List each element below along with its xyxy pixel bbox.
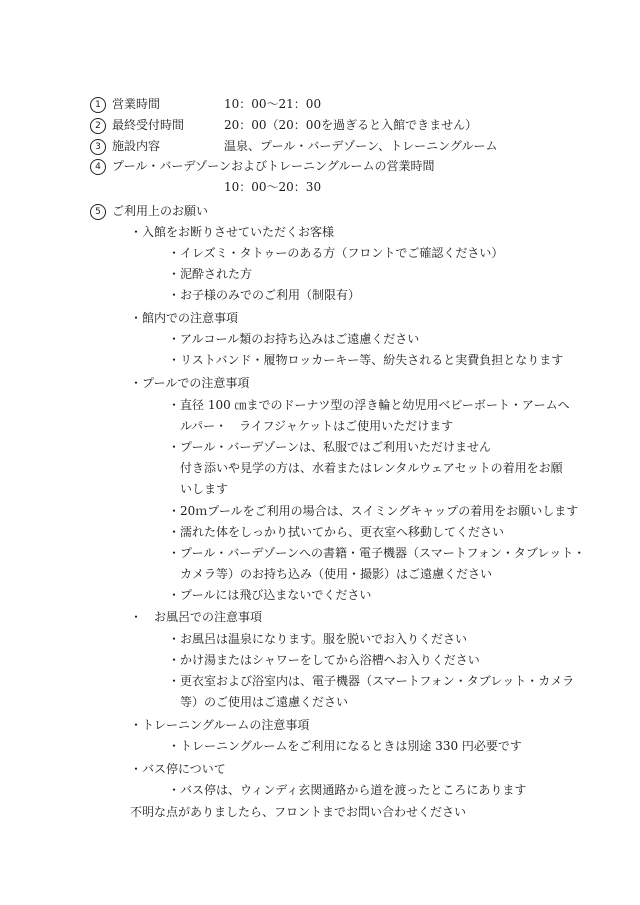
item-number: 5 xyxy=(90,204,106,220)
list-item: ・泥酔された方 xyxy=(168,267,253,281)
list-item: ・お風呂は温泉になります。服を脱いでお入りください xyxy=(168,632,468,646)
item-number: 2 xyxy=(90,118,106,134)
item-label: 施設内容 xyxy=(112,139,161,153)
list-item-continued: カメラ等）のお持ち込み（使用・撮影）はご遠慮ください xyxy=(180,567,493,581)
list-item: ・プールには飛び込まないでください xyxy=(168,588,372,602)
closing-note: 不明な点がありましたら、フロントまでお問い合わせください xyxy=(130,805,467,819)
list-item-continued: いします xyxy=(180,482,229,496)
list-item: ・トレーニングルームをご利用になるときは別途 330 円必要です xyxy=(168,739,522,753)
list-item: ・更衣室および浴室内は、電子機器（スマートフォン・タブレット・カメラ xyxy=(168,674,575,688)
section-heading: ・館内での注意事項 xyxy=(130,311,239,325)
section-heading: ・バス停について xyxy=(130,762,226,776)
list-item: ・アルコール類のお持ち込みはご遠慮ください xyxy=(168,332,420,346)
item-facilities xyxy=(0,138,640,154)
item-label: プール・バーデゾーンおよびトレーニングルームの営業時間 xyxy=(112,159,435,173)
list-item: ・プール・バーデゾーンへの書籍・電子機器（スマートフォン・タブレット・ xyxy=(168,546,586,560)
list-item-continued: ルパー・ ライフジャケットはご使用いただけます xyxy=(180,419,454,433)
list-item: ・プール・バーデゾーンは、私服ではご利用いただけません xyxy=(168,440,492,454)
list-item-continued: 付き添いや見学の方は、水着またはレンタルウェアセットの着用をお願 xyxy=(180,461,563,475)
list-item: ・リストバンド・履物ロッカーキー等、紛失されると実費負担となります xyxy=(168,353,564,367)
item-requests xyxy=(0,203,640,219)
item-label: ご利用上のお願い xyxy=(112,204,209,218)
list-item: ・直径 100 ㎝までのドーナツ型の浮き輪と幼児用ベビーボート・アームヘ xyxy=(168,398,570,412)
list-item: ・お子様のみでのご利用（制限有） xyxy=(168,288,361,302)
list-item: ・バス停は、ウィンディ玄関通路から道を渡ったところにあります xyxy=(168,783,527,797)
list-item: ・濡れた体をしっかり拭いてから、更衣室へ移動してください xyxy=(168,525,505,539)
item-pool-hours xyxy=(0,158,640,174)
list-item: ・イレズミ・タトゥーのある方（フロントでご確認ください） xyxy=(168,246,504,260)
section-heading: ・トレーニングルームの注意事項 xyxy=(130,718,310,732)
item-hours xyxy=(0,96,640,112)
item-value: 温泉、プール・バーデゾーン、トレーニングルーム xyxy=(224,139,498,153)
item-number: 3 xyxy=(90,139,106,155)
list-item-continued: 等）のご使用はご遠慮ください xyxy=(180,695,349,709)
item-value: 10：00～20：30 xyxy=(224,180,322,194)
item-label: 営業時間 xyxy=(112,97,161,111)
list-item: ・20ｍプールをご利用の場合は、スイミングキャップの着用をお願いします xyxy=(168,504,579,518)
list-item: ・かけ湯またはシャワーをしてから浴槽へお入りください xyxy=(168,653,480,667)
item-value: 10：00～21：00 xyxy=(224,97,322,111)
item-label: 最終受付時間 xyxy=(112,118,185,132)
item-last-entry xyxy=(0,117,640,133)
item-value: 20：00（20：00を過ぎると入館できません） xyxy=(224,118,478,132)
section-heading: ・入館をお断りさせていただくお客様 xyxy=(130,225,335,239)
section-heading: ・ お風呂での注意事項 xyxy=(130,610,263,624)
item-number: 1 xyxy=(90,97,106,113)
item-number: 4 xyxy=(90,159,106,175)
section-heading: ・プールでの注意事項 xyxy=(130,376,250,390)
